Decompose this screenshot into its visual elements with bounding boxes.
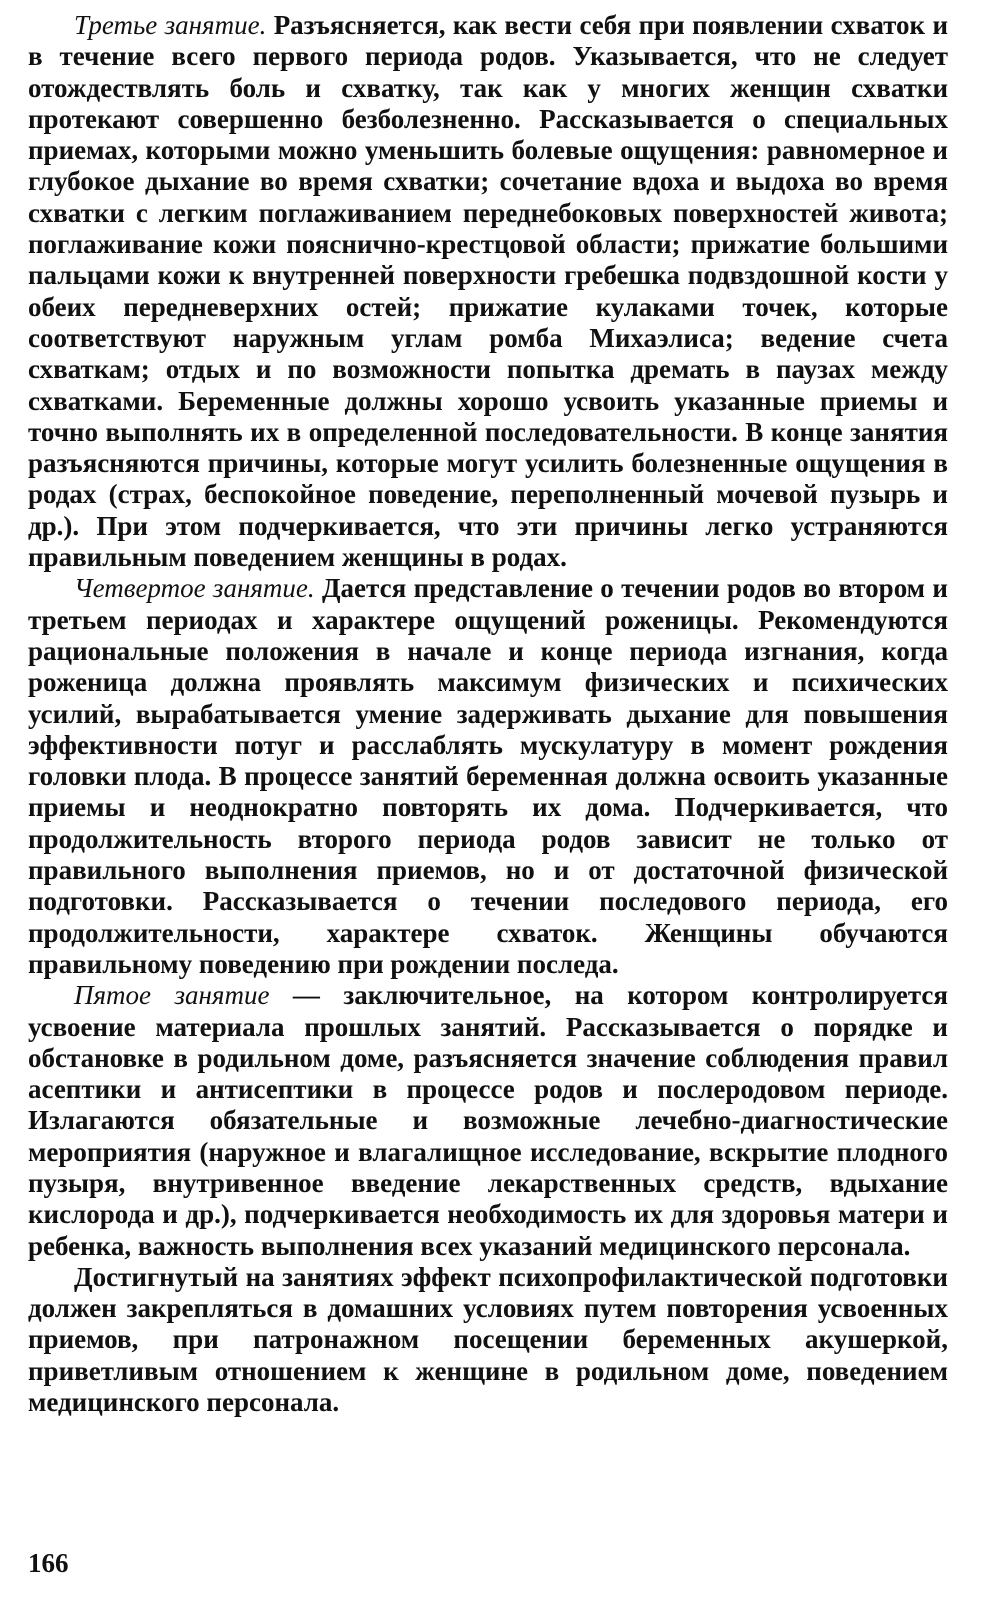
paragraph-fourth-lesson [28,573,948,980]
lesson-heading-fifth: Пятое занятие [74,980,270,1011]
paragraph-fifth-lesson [28,980,948,1262]
lesson-heading-fourth: Четвертое занятие. [74,573,315,604]
paragraph-third-lesson [28,10,948,573]
paragraph-text: Дается представление о течении родов во втором и третьем периодах и характере ощущений роженицы. Рекомендуются рациональные положения в начале и конце периода изгнания, когда роженица должна проявлять максимум физических и психических усилий, вырабатывается умение задерживать дыхание для повышения эффективности потуг и расслаблять мускулатуру в момент рождения головки плода. В процессе занятий беременная должна освоить указанные приемы и неоднократно повторять их дома. Подчеркивается, что продолжительность второго периода родов зависит не только от правильного выполнения приемов, но и от достаточной физической подготовки. Рассказывается о течении последового периода, его продолжительности, характере схваток. Женщины обучаются правильному поведению при рождении последа. [28,573,948,979]
lesson-heading-third: Третье занятие. [74,10,267,40]
paragraph-text: Достигнутый на занятиях эффект психопрофилактической подготовки должен закрепляться в домашних условиях путем повторения усвоенных приемов, при патронажном посещении беременных акушеркой, приветливым отношением к женщине в родильном доме, поведением медицинского персонала. [28,1261,948,1418]
paragraph-text: Разъясняется, как вести себя при появлении схваток и в течение всего первого периода родов. Указывается, что не следует отождествлять боль и схватку, так как у многих женщин схватки протекают совершенно безболезненно. Рассказывается о специальных приемах, которыми можно уменьшить болевые ощущения: равномерное и глубокое дыхание во время схватки; сочетание вдоха и выдоха во время схватки с легким поглаживанием переднебоковых поверхностей живота; поглаживание кожи пояснично-крестцовой области; прижатие большими пальцами кожи к внутренней поверхности гребешка подвздошной кости у обеих передневерхних остей; прижатие кулаками точек, которые соответствуют наружным углам ромба Михаэлиса; ведение счета схваткам; отдых и по возможности попытка дремать в паузах между схватками. Беременные должны хорошо усвоить указанные приемы и точно выполнять их в определенной последовательности. В конце занятия разъясняются причины, которые могут усилить болезненные ощущения в родах (страх, беспокойное поведение, переполненный мочевой пузырь и др.). При этом подчеркивается, что эти причины легко устраняются правильным поведением женщины в родах. [28,10,948,573]
page-body [28,10,948,1418]
paragraph-text: — заключительное, на котором контролируется усвоение материала прошлых занятий. Рассказывается о порядке и обстановке в родильном доме, разъясняется значение соблюдения правил асептики и антисептики в процессе родов и послеродовом периоде. Излагаются обязательные и возможные лечебно-диагностические мероприятия (наружное и влагалищное исследование, вскрытие плодного пузыря, внутривенное введение лекарственных средств, вдыхание кислорода и др.), подчеркивается необходимость их для здоровья матери и ребенка, важность выполнения всех указаний медицинского персонала. [28,980,948,1261]
paragraph-conclusion [28,1262,948,1418]
page-number: 166 [28,1548,69,1578]
